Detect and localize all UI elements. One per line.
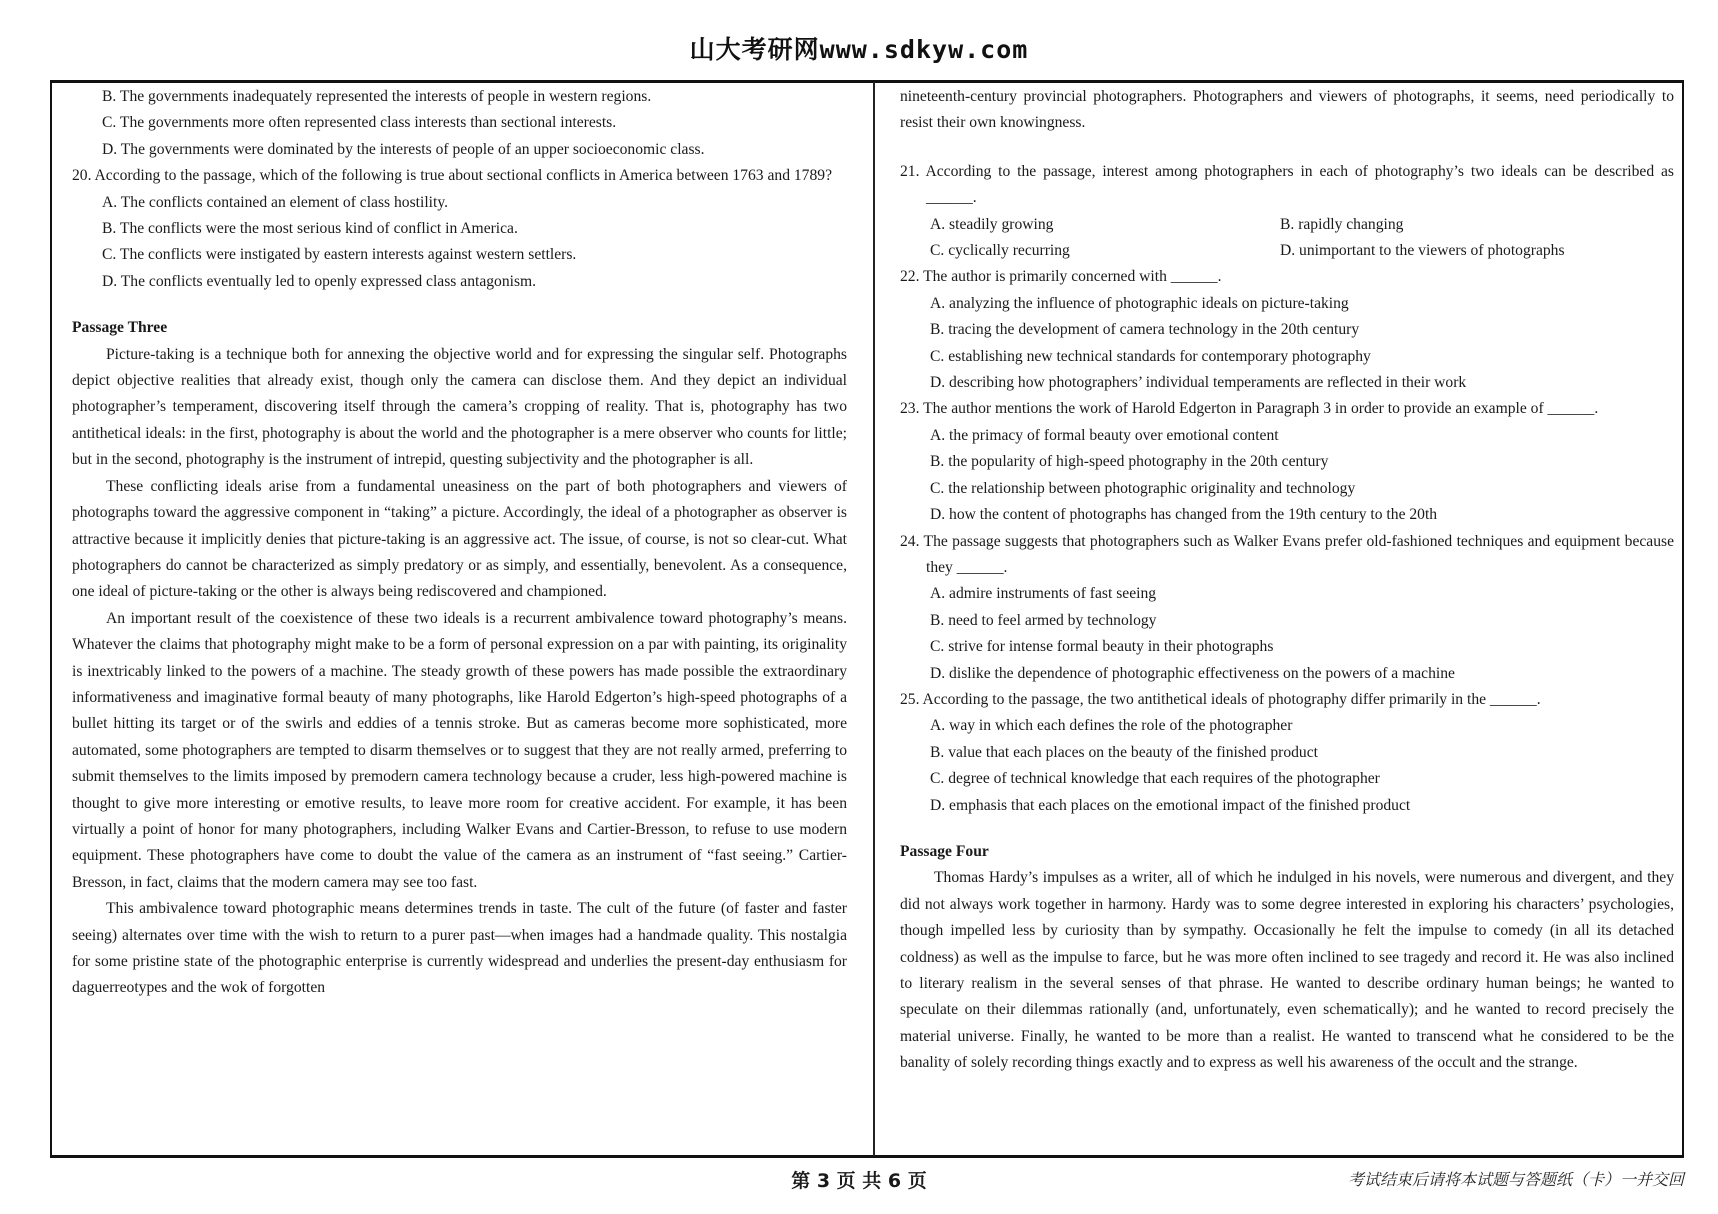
q24-option-c: C. strive for intense formal beauty in their photographs — [930, 638, 1274, 656]
q20-stem: 20. According to the passage, which of the following is true about sectional conflicts in America between 1763 and 1789? — [72, 167, 832, 185]
q22-stem: 22. The author is primarily concerned with ______. — [900, 268, 1222, 286]
passage-three-continuation: nineteenth-century provincial photographers. Photographers and viewers of photographs, it seems, need periodically to resist their own knowingness. — [900, 88, 1674, 132]
q25-stem: 25. According to the passage, the two antithetical ideals of photography differ primarily in the ______. — [900, 690, 1541, 708]
q19-option-b: B. The governments inadequately represented the interests of people in western regions. — [102, 88, 652, 105]
q19-option-c: C. The governments more often represented class interests than sectional interests. — [102, 114, 617, 132]
q24-option-d: D. dislike the dependence of photographic effectiveness on the powers of a machine — [930, 664, 1455, 682]
q20-option-a: A. The conflicts contained an element of class hostility. — [102, 193, 449, 211]
footer-note: 考试结束后请将本试题与答题纸（卡）一并交回 — [1347, 1170, 1684, 1189]
q22-option-c: C. establishing new technical standards for contemporary photography — [930, 347, 1371, 365]
q25-option-b: B. value that each places on the beauty of the finished product — [930, 743, 1318, 761]
left-column — [72, 84, 847, 1002]
passage-three-paragraph-4: This ambivalence toward photographic means determines trends in taste. The cult of the future (of faster and faster seeing) alternates over time with the wish to return to a purer past—when images had a handmade quality. This nostalgia for some pristine state of the photographic enterprise is currently widespread and underlies the present-day enthusiasm for daguerreotypes and the wok of forgotten — [72, 900, 847, 997]
q25-option-d: D. emphasis that each places on the emotional impact of the finished product — [930, 796, 1411, 814]
right-column — [900, 84, 1674, 1077]
q21-stem: 21. According to the passage, interest among photographers in each of photography’s two ideals can be described as ______. — [900, 162, 1674, 207]
column-divider — [873, 82, 875, 1156]
q21-option-a: A. steadily growing — [930, 215, 1054, 233]
q23-stem: 23. The author mentions the work of Harold Edgerton in Paragraph 3 in order to provide an example of ______. — [900, 400, 1599, 418]
q23-option-a: A. the primacy of formal beauty over emotional content — [930, 426, 1279, 444]
q23-option-b: B. the popularity of high-speed photography in the 20th century — [930, 453, 1329, 471]
q20-option-c: C. The conflicts were instigated by eastern interests against western settlers. — [102, 246, 577, 264]
q21-option-b: B. rapidly changing — [1280, 215, 1404, 233]
passage-four-paragraph-1: Thomas Hardy’s impulses as a writer, all of which he indulged in his novels, were numerous and divergent, and they did not always work together in harmony. Hardy was to some degree interested in exploring his characters’ psychologies, though impelled less by curiosity than by sympathy. Occasionally he felt the impulse to comedy (in all its detached coldness) as well as the impulse to farce, but he was more often inclined to see tragedy and record it. He was also inclined to literary realism in the several senses of that phrase. He wanted to describe ordinary human beings; he wanted to speculate on their dilemmas rationally (and, unfortunately, even schematically); and he wanted to record precisely the material universe. Finally, he wanted to be more than a realist. He wanted to transcend what he considered to be the banality of solely recording things exactly and to express as well his awareness of the occult and the strange. — [900, 869, 1674, 1072]
passage-three-paragraph-3: An important result of the coexistence of these two ideals is a recurrent ambivalence toward photography’s means. Whatever the claims that photography might make to be a form of personal expression on a par with painting, its originality is inextricably linked to the powers of a machine. The steady growth of these powers has made possible the extraordinary informativeness and imaginative formal beauty of many photographs, like Harold Edgerton’s high-speed photographs of a bullet hitting its target or of the swirls and eddies of a tennis stroke. But as cameras become more sophisticated, more automated, some photographers are tempted to disarm themselves or to suggest that they are not really armed, preferring to submit themselves to the limits imposed by premodern camera technology because a cruder, less high-powered machine is thought to give more interesting or emotive results, to leave more room for creative accident. For example, it has been virtually a point of honor for many photographers, including Walker Evans and Cartier-Bresson, to refuse to use modern equipment. These photographers have come to doubt the value of the camera as an instrument of “fast seeing.” Cartier-Bresson, in fact, claims that the modern camera may see too fast. — [72, 609, 847, 891]
q24-stem: 24. The passage suggests that photographers such as Walker Evans prefer old-fashioned techniques and equipment because they ______. — [900, 532, 1674, 576]
q22-option-b: B. tracing the development of camera technology in the 20th century — [930, 321, 1360, 339]
q22-option-a: A. analyzing the influence of photographic ideals on picture-taking — [930, 294, 1349, 312]
passage-three-paragraph-2: These conflicting ideals arise from a fundamental uneasiness on the part of both photographers and viewers of photographs toward the aggressive component in “taking” a picture. Accordingly, the ideal of a photographer as observer is attractive because it implicitly denies that picture-taking is an aggressive act. The issue, of course, is not so clear-cut. What photographers do cannot be characterized as simply predatory or as simply, and essentially, benevolent. As a consequence, one ideal of picture-taking or the other is always being rediscovered and championed. — [72, 477, 847, 601]
q20-option-d: D. The conflicts eventually led to openly expressed class antagonism. — [102, 272, 537, 290]
passage-three-paragraph-1: Picture-taking is a technique both for annexing the objective world and for expressing the singular self. Photographs depict objective realities that already exist, though only the camera can disclose them. And they depict an individual photographer’s temperament, discovering itself through the camera’s cropping of reality. That is, photography has two antithetical ideals: in the first, photography is about the world and the photographer is a mere observer who counts for little; but in the second, photography is the instrument of intrepid, questing subjectivity and the photographer is all. — [72, 345, 847, 469]
q19-option-d: D. The governments were dominated by the interests of people of an upper socioeconomic class. — [102, 140, 705, 158]
page-number: 第 3 页 共 6 页 — [791, 1170, 927, 1192]
page-title: 山大考研网www.sdkyw.com — [689, 35, 1029, 64]
q24-option-a: A. admire instruments of fast seeing — [930, 585, 1157, 603]
q24-option-b: B. need to feel armed by technology — [930, 611, 1157, 629]
q25-option-a: A. way in which each defines the role of the photographer — [930, 717, 1293, 735]
q21-option-c: C. cyclically recurring — [930, 242, 1070, 260]
passage-four-heading: Passage Four — [900, 842, 989, 860]
q23-option-c: C. the relationship between photographic originality and technology — [930, 479, 1356, 497]
q21-option-d: D. unimportant to the viewers of photographs — [1280, 242, 1565, 260]
q22-option-d: D. describing how photographers’ individual temperaments are reflected in their work — [930, 374, 1467, 392]
q25-option-c: C. degree of technical knowledge that each requires of the photographer — [930, 770, 1380, 788]
q21-options-row-2 — [930, 238, 1674, 264]
q23-option-d: D. how the content of photographs has changed from the 19th century to the 20th — [930, 506, 1438, 524]
q21-options-row-1 — [930, 212, 1674, 238]
q20-option-b: B. The conflicts were the most serious kind of conflict in America. — [102, 220, 518, 238]
passage-three-heading: Passage Three — [72, 319, 168, 337]
